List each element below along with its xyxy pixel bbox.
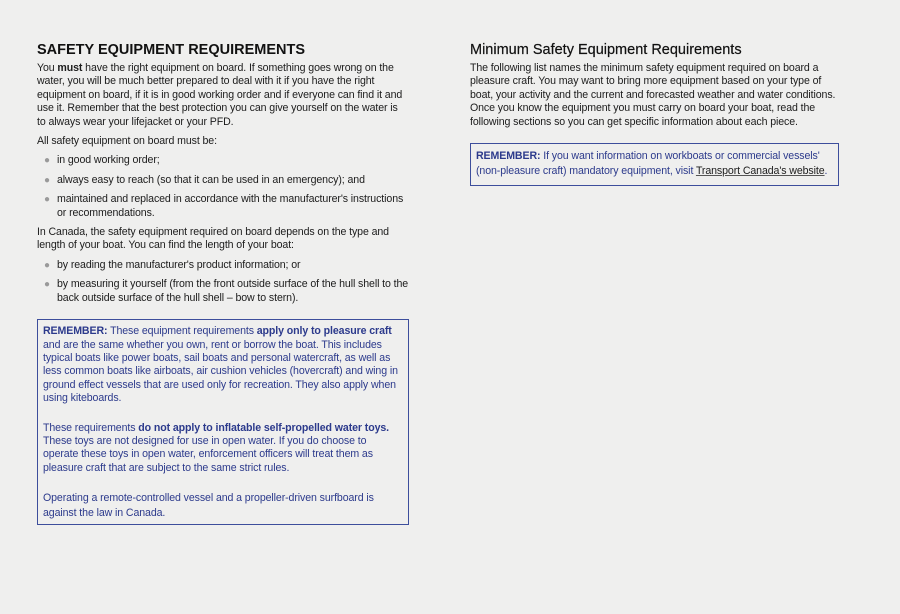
bullet-icon: ● — [44, 279, 50, 291]
callout-paragraph-pleasure-craft: REMEMBER: These equipment requirements apply only to pleasure craft and are the same whether you own, rent or borrow the boat. This includes typical boats like power boats, sail boats and personal watercraft, as well as less common boats like airboats, air cushion vehicles (hovercraft) and wing in ground effect vessels that are used only for recreation. They also apply when using kiteboards. — [43, 325, 398, 405]
bullet-icon: ● — [44, 194, 50, 206]
remember-callout — [470, 143, 839, 186]
callout-paragraph-illegal-vessels: Operating a remote-controlled vessel and a propeller-driven surfboard is against the law in Canada. — [43, 492, 374, 520]
bullet-icon: ● — [44, 155, 50, 167]
bullet-icon: ● — [44, 174, 50, 186]
length-list — [37, 259, 409, 305]
list-item: ● maintained and replaced in accordance with the manufacturer's instructions or recommendations. — [44, 193, 404, 219]
transport-canada-link[interactable]: Transport Canada's website — [695, 165, 825, 178]
section-title: Minimum Safety Equipment Requirements — [470, 42, 742, 58]
list-item: ● always easy to reach (so that it can be used in an emergency); and — [44, 173, 365, 186]
bullet-icon: ● — [44, 259, 50, 271]
section-title: SAFETY EQUIPMENT REQUIREMENTS — [37, 42, 306, 58]
right-column — [470, 42, 842, 186]
must-be-lead: All safety equipment on board must be: — [37, 135, 217, 148]
callout-paragraph: REMEMBER: If you want information on workboats or commercial vessels' (non-pleasure craft) mandatory equipment, visit Transport Canada's website. — [476, 150, 828, 178]
intro-paragraph: The following list names the minimum safety equipment required on board a pleasure craft. You may want to bring more equipment based on your type of boat, your activity and the current and forecasted weather and water conditions. Once you know the equipment you must carry on board your boat, read the following sections so you can get specific information about each piece. — [470, 62, 836, 128]
list-item: ● by reading the manufacturer's product information; or — [44, 258, 301, 271]
must-be-list — [37, 154, 409, 220]
intro-paragraph: You must have the right equipment on board. If something goes wrong on the water, you will be much better prepared to deal with it if you have the right equipment on board, if it is in good working order and if everyone can find it and use it. Remember that the best protection you can give yourself on the water is to always wear your lifejacket or your PFD. — [37, 62, 403, 128]
left-column — [37, 42, 409, 525]
length-lead: In Canada, the safety equipment required on board depends on the type and length of your boat. You can find the length of your boat: — [37, 226, 389, 252]
list-item: ● by measuring it yourself (from the front outside surface of the hull shell to the back outside surface of the hull shell – bow to stern). — [44, 278, 409, 304]
callout-paragraph-water-toys: These requirements do not apply to inflatable self-propelled water toys. These toys are not designed for use in open water. If you do choose to operate these toys in open water, enforcement officers will treat them as pleasure craft that are subject to the same strict rules. — [43, 421, 390, 474]
list-item: ● in good working order; — [44, 154, 160, 167]
remember-callout — [37, 319, 409, 525]
